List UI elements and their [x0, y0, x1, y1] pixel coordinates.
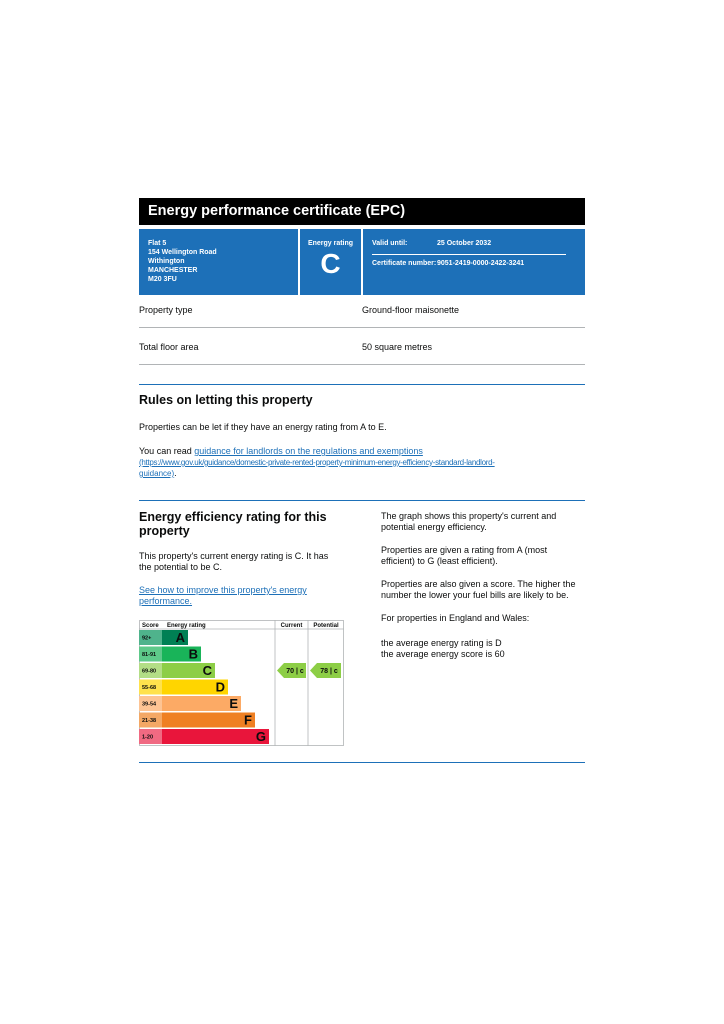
link-line[interactable]: See how to improve this property's energy: [139, 585, 307, 595]
guidance-suffix: .: [174, 468, 177, 478]
guidance-prefix: You can read: [139, 446, 195, 456]
certificate-number-label: Certificate number:: [372, 260, 437, 267]
row-divider: [139, 327, 585, 328]
band-bar-f: [162, 713, 255, 728]
text-line: potential energy efficiency.: [381, 522, 487, 532]
band-letter: B: [188, 646, 198, 662]
guidance-paragraph: [139, 446, 589, 479]
energy-rating-label: Energy rating: [307, 240, 354, 247]
validity-panel: [363, 229, 585, 295]
address-panel: [139, 229, 298, 295]
energy-rating-panel: [300, 229, 361, 295]
energy-rating-letter: C: [320, 248, 341, 279]
current-rating-label: 70 | c: [286, 668, 304, 675]
address-line: Withington: [148, 258, 185, 265]
certificate-title-bar: [139, 198, 585, 225]
row-divider: [139, 364, 585, 365]
graph-explanation: [381, 511, 556, 533]
band-score-label: 21-38: [142, 718, 157, 724]
chart-header-score: Score: [142, 623, 159, 629]
average-rating-text: [381, 638, 505, 660]
band-score-label: 39-54: [142, 701, 157, 708]
property-type-value: Ground-floor maisonette: [362, 305, 460, 315]
efficiency-heading: [139, 510, 327, 538]
chart-header-current: Current: [280, 623, 303, 629]
improve-performance-link[interactable]: [139, 585, 307, 607]
guidance-url[interactable]: (https://www.gov.uk/guidance/domestic-private-rented-property-minimum-energy-efficiency-standard-landlord-: [139, 458, 495, 467]
band-score-label: 69-80: [142, 668, 157, 675]
band-score-label: 1-20: [142, 734, 154, 741]
band-letter: C: [202, 663, 212, 678]
floor-area-value: 50 square metres: [362, 342, 433, 352]
text-line: This property's current energy rating is C. It has: [139, 551, 329, 561]
text-line: number the lower your fuel bills are likely to be.: [381, 590, 569, 600]
efficiency-heading-line: Energy efficiency rating for this: [139, 510, 327, 524]
score-explanation: [381, 579, 575, 601]
rules-heading: Rules on letting this property: [139, 393, 313, 407]
floor-area-label: Total floor area: [139, 342, 199, 352]
section-divider: [139, 762, 585, 763]
band-letter: A: [175, 630, 185, 645]
address-line: 154 Wellington Road: [148, 249, 217, 256]
text-line: Properties are also given a score. The higher the: [381, 579, 576, 589]
address-line: MANCHESTER: [148, 267, 198, 274]
band-letter: G: [255, 729, 266, 744]
certificate-number: 9051-2419-0000-2422-3241: [437, 260, 525, 267]
band-letter: E: [229, 696, 238, 711]
chart-header-rating: Energy rating: [167, 623, 206, 629]
valid-until-date: 25 October 2032: [437, 240, 492, 247]
band-bar-g: [162, 729, 269, 744]
rating-explanation: [381, 545, 547, 567]
divider: [372, 254, 566, 255]
band-letter: D: [215, 679, 225, 695]
england-wales-label: For properties in England and Wales:: [381, 613, 530, 623]
address-line: Flat 5: [148, 240, 167, 247]
valid-until-label: Valid until:: [372, 240, 408, 247]
energy-rating-chart: [139, 620, 344, 746]
guidance-link[interactable]: guidance for landlords on the regulations and exemptions: [194, 446, 423, 456]
band-score-label: 92+: [142, 635, 152, 642]
link-line[interactable]: performance.: [139, 596, 193, 606]
chart-header-potential: Potential: [313, 623, 339, 629]
rules-text: Properties can be let if they have an energy rating from A to E.: [139, 422, 387, 432]
property-type-label: Property type: [139, 305, 193, 315]
text-line: the potential to be C.: [139, 562, 223, 572]
efficiency-heading-line: property: [139, 524, 190, 538]
text-line: Properties are given a rating from A (most: [381, 545, 548, 555]
current-rating-text: [139, 551, 328, 573]
text-line: efficient) to G (least efficient).: [381, 556, 498, 566]
band-letter: F: [244, 712, 252, 728]
text-line: the average energy rating is D: [381, 638, 502, 648]
guidance-url[interactable]: guidance): [139, 469, 175, 478]
potential-rating-label: 78 | c: [320, 668, 338, 675]
band-score-label: 81-91: [142, 652, 157, 658]
page-title: Energy performance certificate (EPC): [148, 203, 406, 219]
section-divider: [139, 384, 585, 385]
band-score-label: 55-68: [142, 685, 157, 691]
text-line: the average energy score is 60: [381, 649, 505, 659]
address-line: M20 3FU: [148, 276, 177, 283]
section-divider: [139, 500, 585, 501]
text-line: The graph shows this property's current and: [381, 511, 557, 521]
